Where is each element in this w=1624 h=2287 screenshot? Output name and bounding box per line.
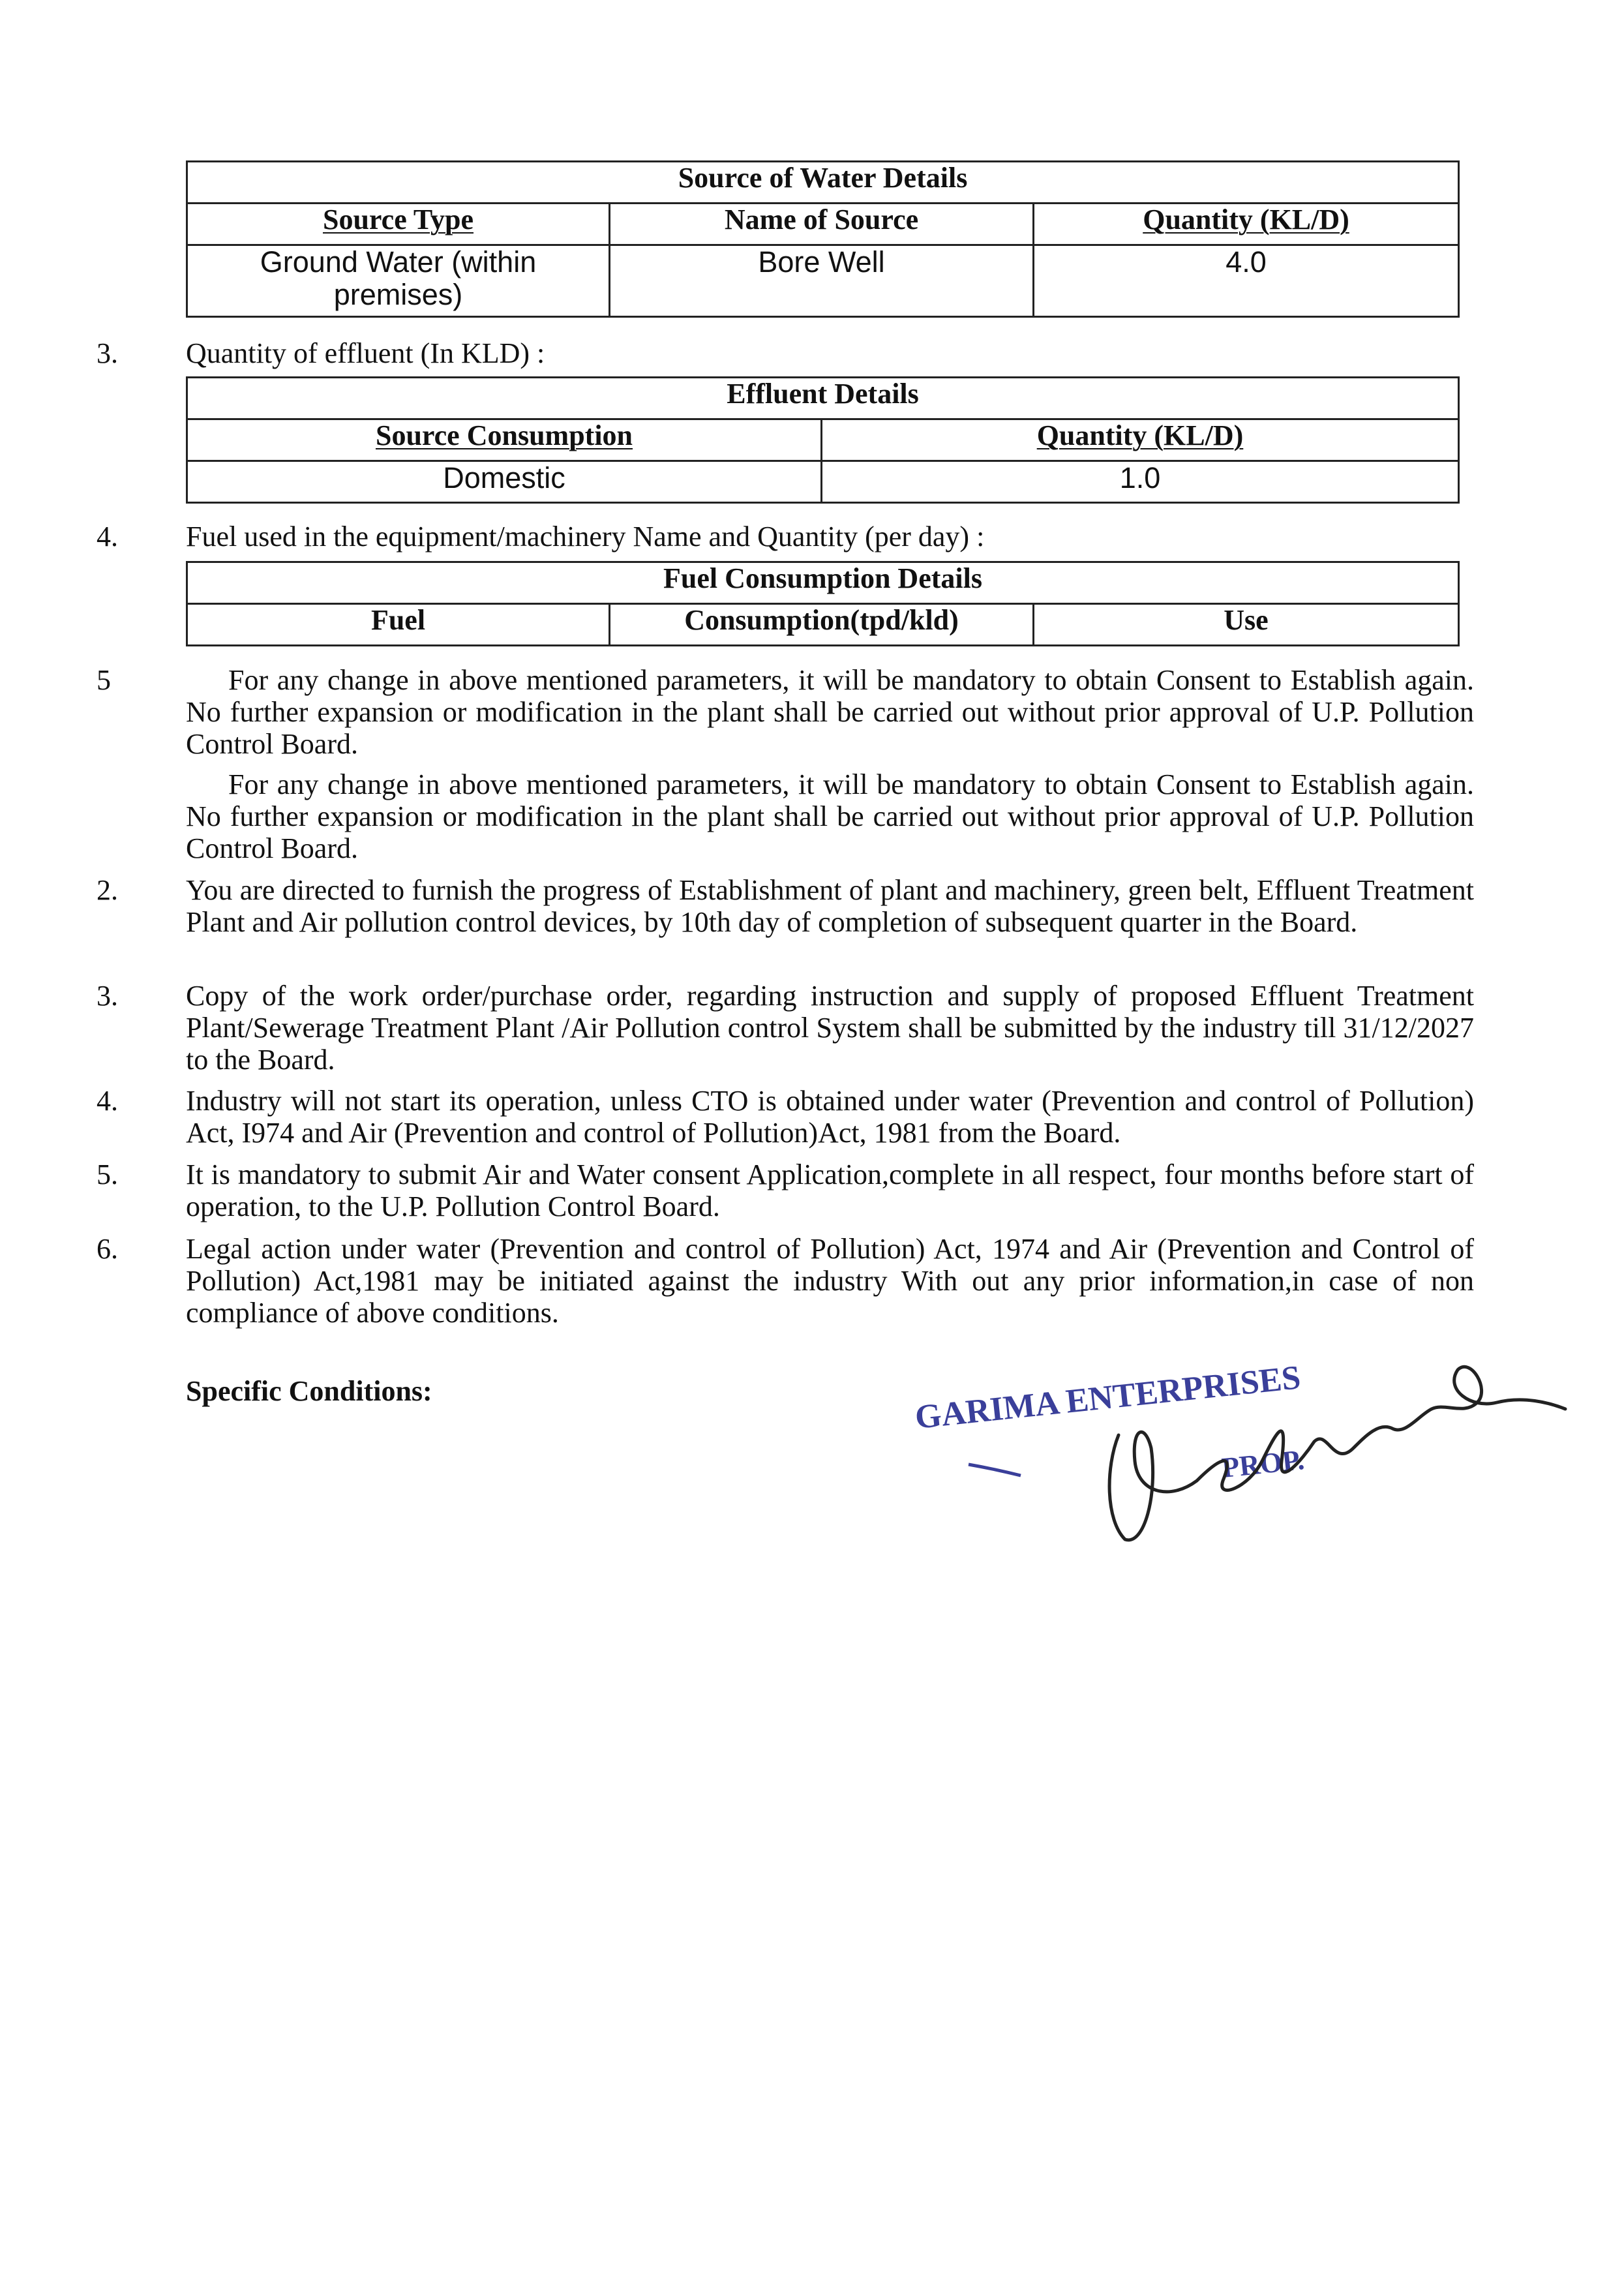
fuel-header-use: Use xyxy=(1034,604,1459,646)
specific-conditions-heading: Specific Conditions: xyxy=(186,1375,432,1407)
condition-6-number: 6. xyxy=(97,1233,118,1265)
condition-2-text: You are directed to furnish the progress of Establishment of plant and machinery, green belt, Effluent Treatment Plant and Air pollution control devices, by 10th day of completion of subsequent quarter in the Board. xyxy=(186,874,1474,938)
water-table-title: Source of Water Details xyxy=(187,162,1459,204)
condition-4-text: Industry will not start its operation, unless CTO is obtained under water (Prevention and control of Pollution) Act, I974 and Air (Prevention and control of Pollution)Act, 1981 from the Board. xyxy=(186,1085,1474,1149)
condition-5-text: It is mandatory to submit Air and Water consent Application,complete in all respect, four months before start of operation, to the U.P. Pollution Control Board. xyxy=(186,1159,1474,1222)
stamp-dash xyxy=(969,1464,1021,1476)
item-3-text: Quantity of effluent (In KLD) : xyxy=(186,337,545,369)
effluent-details-table xyxy=(186,376,1460,504)
effluent-header-source-consumption: Source Consumption xyxy=(187,419,822,461)
condition-4-number: 4. xyxy=(97,1085,118,1117)
company-stamp xyxy=(910,1331,1569,1546)
fuel-table-title: Fuel Consumption Details xyxy=(187,562,1459,604)
effluent-header-quantity: Quantity (KL/D) xyxy=(822,419,1459,461)
water-cell-quantity: 4.0 xyxy=(1034,245,1459,317)
water-header-name-of-source: Name of Source xyxy=(610,204,1034,245)
stamp-company-name: GARIMA ENTERPRISES xyxy=(913,1359,1302,1436)
item-4-number: 4. xyxy=(97,521,118,553)
condition-2-number: 2. xyxy=(97,874,118,906)
fuel-header-consumption: Consumption(tpd/kld) xyxy=(610,604,1034,646)
water-details-table xyxy=(186,160,1460,318)
item-5-number: 5 xyxy=(97,664,111,696)
effluent-cell-quantity: 1.0 xyxy=(822,461,1459,503)
item-5-text: For any change in above mentioned parameters, it will be mandatory to obtain Consent to Establish again. No further expansion or modification in the plant shall be carried out without prior approval of U.P. Pollution Control Board. xyxy=(186,664,1474,760)
fuel-details-table xyxy=(186,561,1460,646)
effluent-cell-source: Domestic xyxy=(187,461,822,503)
condition-5-number: 5. xyxy=(97,1159,118,1190)
condition-3-number: 3. xyxy=(97,980,118,1012)
fuel-header-fuel: Fuel xyxy=(187,604,610,646)
item-3-number: 3. xyxy=(97,337,118,369)
water-header-quantity: Quantity (KL/D) xyxy=(1034,204,1459,245)
condition-3-text: Copy of the work order/purchase order, regarding instruction and supply of proposed Effluent Treatment Plant/Sewerage Treatment Plant /Air Pollution control System shall be submitted by the industry till 31/12/2027 to the Board. xyxy=(186,980,1474,1076)
water-header-source-type: Source Type xyxy=(187,204,610,245)
condition-6-text: Legal action under water (Prevention and control of Pollution) Act, 1974 and Air (Prevention and Control of Pollution) Act,1981 may be initiated against the industry With out any prior information,in case of non compliance of above conditions. xyxy=(186,1233,1474,1329)
water-cell-source-type: Ground Water (within premises) xyxy=(187,245,610,317)
effluent-table-title: Effluent Details xyxy=(187,378,1459,419)
item-4-text: Fuel used in the equipment/machinery Name and Quantity (per day) : xyxy=(186,521,985,553)
condition-1-text: For any change in above mentioned parameters, it will be mandatory to obtain Consent to Establish again. No further expansion or modification in the plant shall be carried out without prior approval of U.P. Pollution Control Board. xyxy=(186,768,1474,864)
water-cell-name-of-source: Bore Well xyxy=(610,245,1034,317)
stamp-role: PROP. xyxy=(1220,1443,1306,1484)
